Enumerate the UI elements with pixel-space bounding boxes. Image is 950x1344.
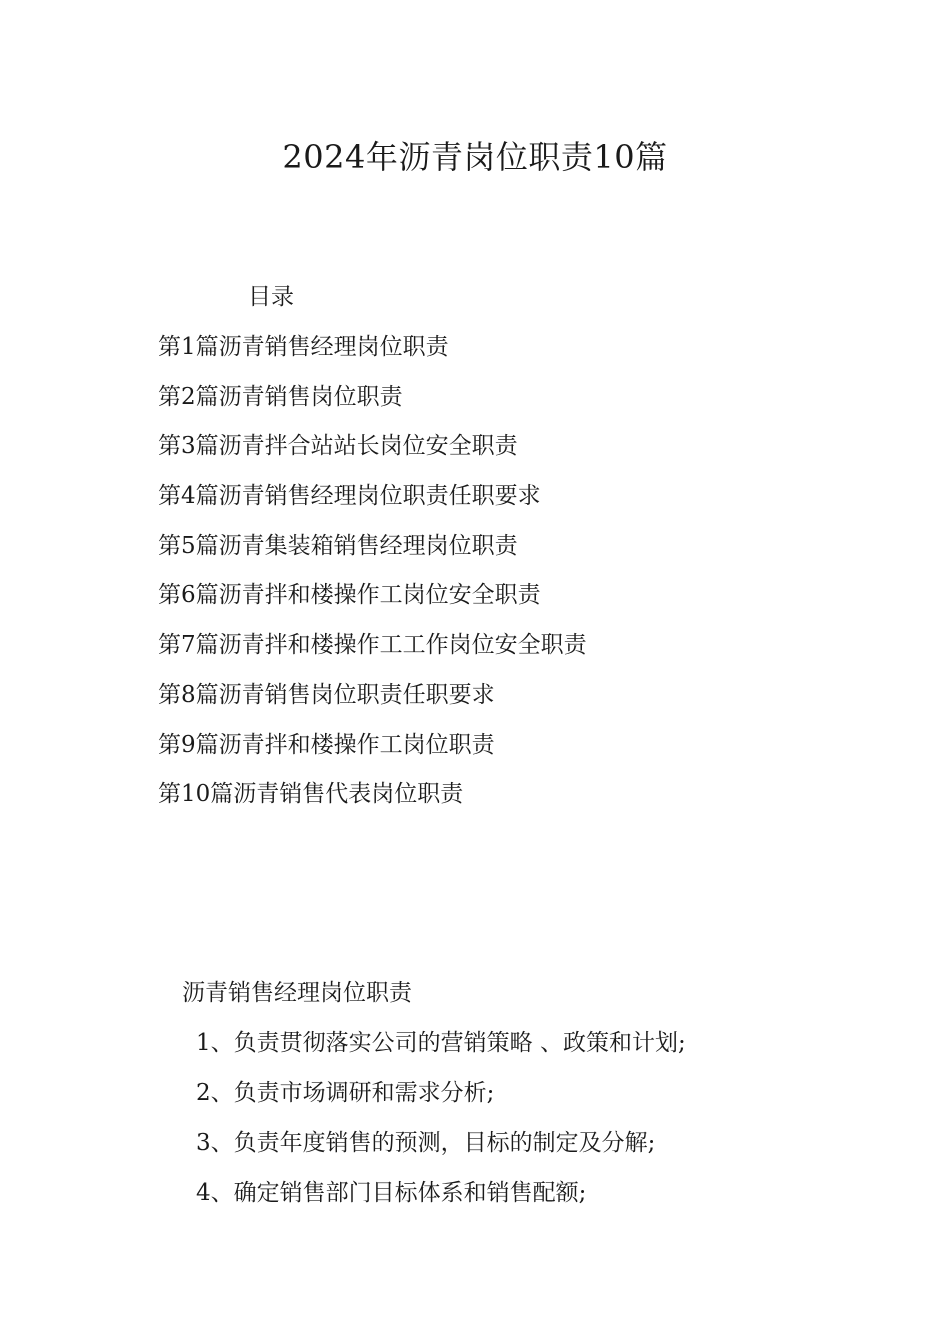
toc-item-8[interactable]: 第8篇沥青销售岗位职责任职要求 xyxy=(158,681,495,708)
toc-item-5[interactable]: 第5篇沥青集装箱销售经理岗位职责 xyxy=(158,532,518,559)
section-title: 沥青销售经理岗位职责 xyxy=(182,980,412,1006)
toc-item-7[interactable]: 第7篇沥青拌和楼操作工工作岗位安全职责 xyxy=(158,632,587,659)
duty-item-2: 2、负责市场调研和需求分析; xyxy=(196,1080,495,1106)
duty-item-3: 3、负责年度销售的预测，目标的制定及分解; xyxy=(196,1130,656,1156)
toc-heading: 目录 xyxy=(248,284,294,310)
duty-item-1: 1、负责贯彻落实公司的营销策略 、政策和计划; xyxy=(196,1030,686,1056)
document-title: 2024年沥青岗位职责10篇 xyxy=(282,138,668,176)
toc-item-3[interactable]: 第3篇沥青拌合站站长岗位安全职责 xyxy=(158,433,518,460)
toc-item-4[interactable]: 第4篇沥青销售经理岗位职责任职要求 xyxy=(158,483,541,510)
toc-item-2[interactable]: 第2篇沥青销售岗位职责 xyxy=(158,383,403,410)
toc-item-6[interactable]: 第6篇沥青拌和楼操作工岗位安全职责 xyxy=(158,582,541,609)
toc-item-1[interactable]: 第1篇沥青销售经理岗位职责 xyxy=(158,334,449,360)
toc-item-10[interactable]: 第10篇沥青销售代表岗位职责 xyxy=(158,781,464,808)
toc-item-9[interactable]: 第9篇沥青拌和楼操作工岗位职责 xyxy=(158,731,495,758)
table-of-contents xyxy=(158,330,587,827)
duty-item-4: 4、确定销售部门目标体系和销售配额; xyxy=(196,1180,587,1206)
duties-list xyxy=(196,1026,686,1226)
